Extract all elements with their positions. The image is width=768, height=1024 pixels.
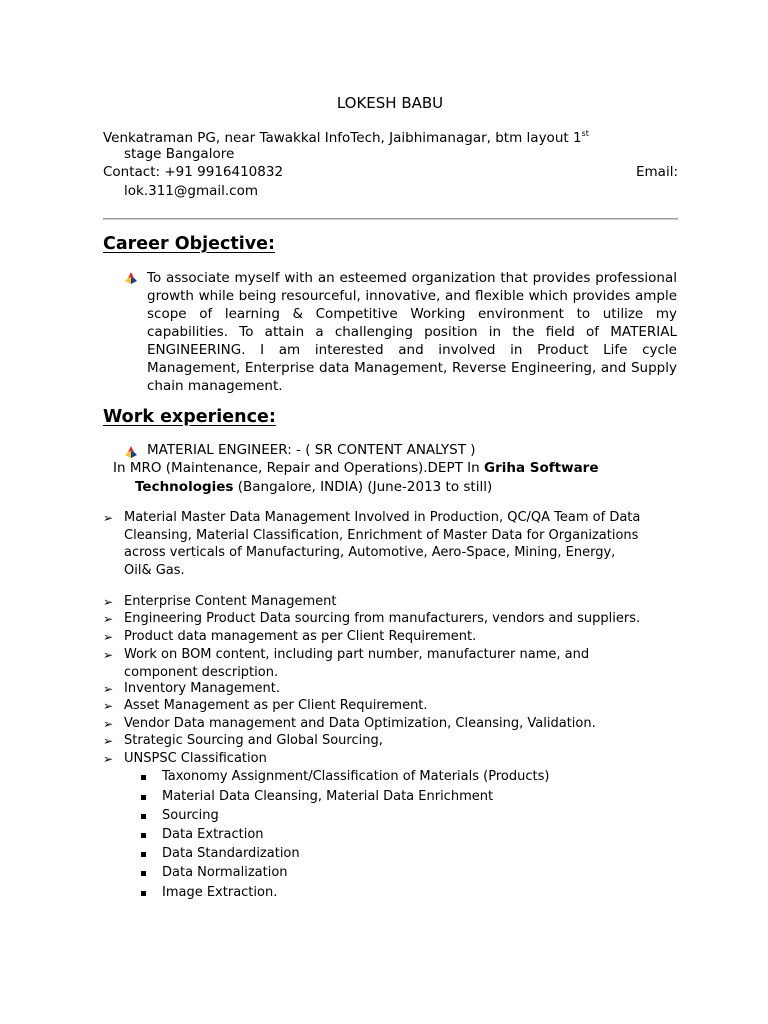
list-item: Asset Management as per Client Requirement. (124, 698, 428, 713)
sub-list-item: Image Extraction. (162, 885, 278, 900)
candidate-name: LOKESH BABU (336, 94, 444, 112)
square-bullet-icon (141, 891, 146, 896)
sub-list-item: Data Normalization (162, 865, 288, 880)
list-item: Material Master Data Management Involved in Production, QC/QA Team of Data Cleansing, Material Classification, Enrichment of Master Data for Organizations across verticals of Manufacturing, Automotive, Aero-Space, Mining, Energy, Oil& Gas. (124, 510, 641, 578)
arrow-bullet-icon: ➢ (103, 511, 114, 525)
header-divider (103, 218, 678, 220)
company-name-part-1: Griha Software (483, 460, 599, 476)
address-line-2: stage Bangalore (124, 146, 235, 162)
address-superscript: st (581, 129, 589, 138)
square-bullet-icon (141, 852, 146, 857)
list-item: Product data management as per Client Requirement. (124, 629, 477, 644)
sub-list-item: Taxonomy Assignment/Classification of Materials (Products) (162, 769, 550, 784)
arrow-bullet-icon: ➢ (103, 630, 114, 644)
company-name-part-2: Technologies (135, 479, 234, 495)
square-bullet-icon (141, 814, 146, 819)
arrow-bullet-icon: ➢ (103, 699, 114, 713)
sub-list-item: Sourcing (162, 808, 219, 823)
square-bullet-icon (141, 795, 146, 800)
department-line-2: Technologies (Bangalore, INDIA) (June-2013 to still) (135, 479, 493, 495)
address-line-1 (103, 125, 678, 147)
career-objective-text: To associate myself with an esteemed organization that provides professional growth while being resourceful, innovative, and flexible which provides ample scope of learning & Competitive Working environment to utilize my capabilities. To attain a challenging position in the field of MATERIAL ENGINEERING. I am interested and involved in Product Life cycle Management, Enterprise data Management, Reverse Engineering, and Supply chain management. (147, 270, 677, 394)
sub-list-item: Data Standardization (162, 846, 300, 861)
list-item: Inventory Management. (124, 681, 280, 696)
contact-row (103, 163, 678, 181)
quad-bullet-icon (125, 446, 137, 458)
job-title: MATERIAL ENGINEER: - ( SR CONTENT ANALYST ) (147, 442, 476, 458)
arrow-bullet-icon: ➢ (103, 648, 114, 662)
address-line-1-text: Venkatraman PG, near Tawakkal InfoTech, Jaibhimanagar, btm layout 1st (103, 129, 589, 146)
list-item: Engineering Product Data sourcing from manufacturers, vendors and suppliers. (124, 611, 641, 626)
arrow-bullet-icon: ➢ (103, 612, 114, 626)
square-bullet-icon (141, 833, 146, 838)
list-item: UNSPSC Classification (124, 751, 267, 766)
list-item: Enterprise Content Management (124, 594, 337, 609)
email-address[interactable]: lok.311@gmail.com (124, 183, 259, 199)
list-item: Work on BOM content, including part number, manufacturer name, and component description. (124, 647, 590, 680)
contact-phone: Contact: +91 9916410832 (103, 164, 284, 180)
list-item: Strategic Sourcing and Global Sourcing, (124, 733, 383, 748)
arrow-bullet-icon: ➢ (103, 682, 114, 696)
work-experience-heading: Work experience: (103, 407, 276, 427)
arrow-bullet-icon: ➢ (103, 734, 114, 748)
arrow-bullet-icon: ➢ (103, 752, 114, 766)
email-label: Email: (635, 164, 678, 180)
quad-bullet-icon (125, 272, 137, 284)
arrow-bullet-icon: ➢ (103, 595, 114, 609)
list-item: Vendor Data management and Data Optimization, Cleansing, Validation. (124, 716, 596, 731)
sub-list-item: Data Extraction (162, 827, 264, 842)
career-objective-heading: Career Objective: (103, 234, 276, 254)
square-bullet-icon (141, 775, 146, 780)
sub-list-item: Material Data Cleansing, Material Data Enrichment (162, 789, 494, 804)
arrow-bullet-icon: ➢ (103, 717, 114, 731)
square-bullet-icon (141, 871, 146, 876)
department-line-1: In MRO (Maintenance, Repair and Operations).DEPT In Griha Software (113, 460, 599, 476)
